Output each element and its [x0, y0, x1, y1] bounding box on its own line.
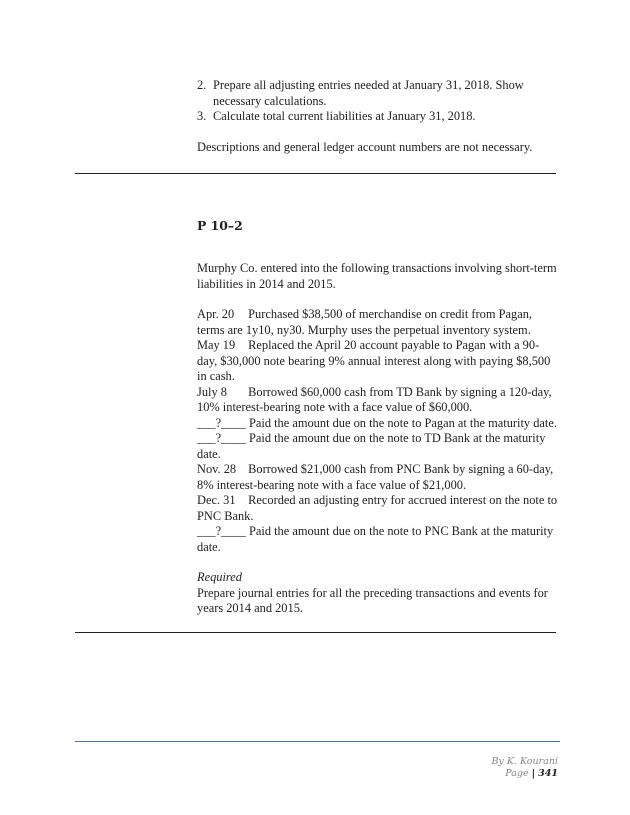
page-separator: | — [531, 768, 536, 779]
transaction-item — [197, 416, 559, 432]
transaction-text: Borrowed $60,000 cash from TD Bank by signing a 120-day, 10% interest-bearing note with a face value of $60,000. — [197, 384, 552, 414]
section-divider — [75, 632, 556, 633]
footer-rule — [75, 741, 560, 742]
required-label: Required — [197, 570, 242, 584]
footer-author: By K. Kourani — [491, 756, 558, 767]
required-text: Prepare journal entries for all the preceding transactions and events for years 2014 and 2015. — [197, 585, 548, 615]
problem-intro: Murphy Co. entered into the following transactions involving short-term liabilities in 2014 and 2015. — [197, 261, 557, 291]
section-divider — [75, 173, 556, 174]
transaction-text: Paid the amount due on the note to Pagan at the maturity date. — [248, 415, 557, 430]
transaction-text: Paid the amount due on the note to TD Bank at the maturity date. — [197, 431, 546, 461]
problem-title: P 10–2 — [197, 218, 243, 233]
instruction-list — [197, 78, 559, 155]
transaction-item — [197, 462, 559, 493]
transaction-item — [197, 385, 559, 416]
transaction-item — [197, 493, 559, 524]
page-number: 341 — [538, 768, 558, 779]
transaction-date: July 8 — [197, 384, 227, 399]
transaction-item — [197, 431, 559, 462]
page-label: Page — [505, 768, 529, 779]
transaction-date: Nov. 28 — [197, 462, 237, 476]
problem-body — [197, 261, 559, 617]
list-item — [197, 78, 559, 109]
list-item-text: Calculate total current liabilities at January 31, 2018. — [213, 109, 476, 123]
list-item-number: 2. — [197, 78, 207, 92]
transaction-date: ___?____ — [197, 431, 246, 445]
transaction-item — [197, 524, 559, 555]
transaction-date: Apr. 20 — [197, 307, 235, 321]
list-item-text: Prepare all adjusting entries needed at January 31, 2018. Show necessary calculations. — [213, 78, 524, 108]
transaction-date: ___?____ — [197, 524, 246, 538]
transaction-text: Replaced the April 20 account payable to Pagan with a 90-day, $30,000 note bearing 9% annual interest along with paying $8,500 in cash. — [197, 338, 551, 383]
transaction-text: Recorded an adjusting entry for accrued interest on the note to PNC Bank. — [197, 493, 558, 523]
note-paragraph: Descriptions and general ledger account numbers are not necessary. — [197, 139, 533, 154]
transaction-text: Borrowed $21,000 cash from PNC Bank by signing a 60-day, 8% interest-bearing note with a face value of $21,000. — [197, 462, 554, 492]
transaction-item — [197, 338, 559, 385]
transaction-item — [197, 307, 559, 338]
list-item — [197, 109, 559, 125]
transaction-date: ___?____ — [197, 415, 246, 430]
list-item-number: 3. — [197, 109, 207, 123]
transaction-text: Purchased $38,500 of merchandise on credit from Pagan, terms are 1y10, ny30. Murphy uses the perpetual inventory system. — [197, 307, 532, 337]
transaction-date: Dec. 31 — [197, 493, 236, 507]
transaction-text: Paid the amount due on the note to PNC Bank at the maturity date. — [197, 524, 554, 554]
transaction-date: May 19 — [197, 338, 236, 352]
footer-page — [505, 768, 558, 779]
